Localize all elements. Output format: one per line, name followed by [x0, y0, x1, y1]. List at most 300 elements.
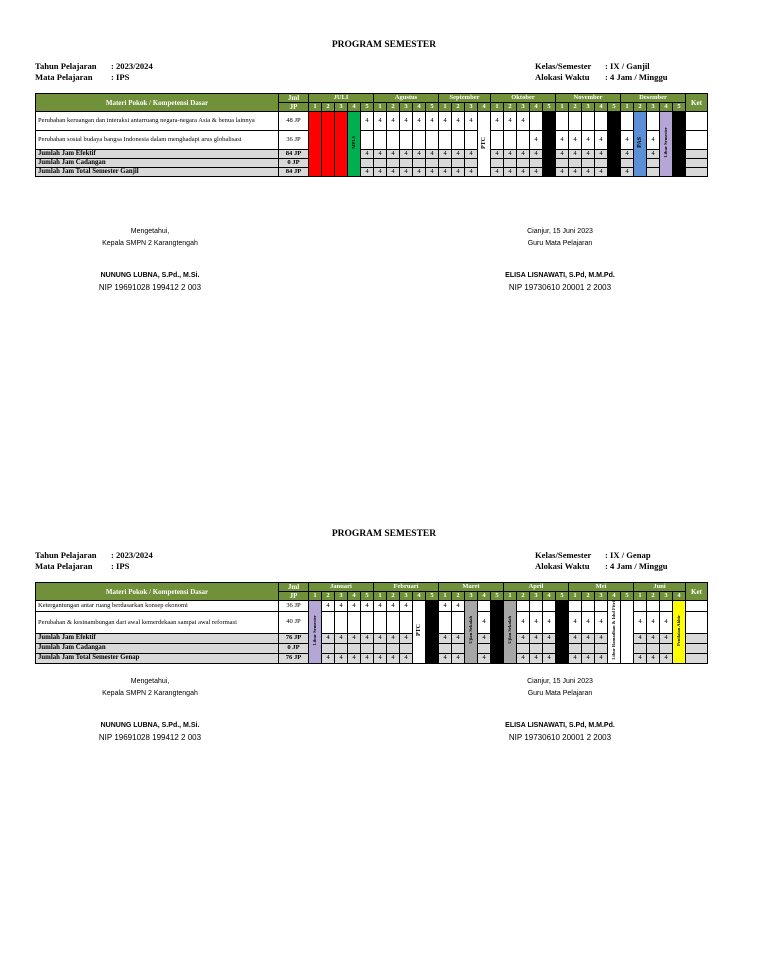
- hours-value: 4: [586, 150, 590, 157]
- week-cell: [387, 168, 400, 177]
- vertical-label: Ujian Sekolah: [468, 616, 473, 645]
- ket-cell: [686, 168, 708, 177]
- hours-value: 4: [456, 150, 460, 157]
- header-week: 1: [309, 103, 322, 112]
- hours-value: 4: [391, 117, 395, 124]
- vertical-label: PTC: [416, 624, 422, 637]
- header-week: 3: [530, 592, 543, 601]
- meta-left: [35, 61, 153, 83]
- hours-value: 4: [365, 634, 369, 642]
- header-week: 4: [478, 592, 491, 601]
- hours-value: 4: [625, 136, 629, 143]
- header-week: 3: [517, 103, 530, 112]
- week-cell: [400, 611, 413, 633]
- hours-value: 4: [482, 634, 486, 642]
- week-cell: [530, 633, 543, 643]
- hours-value: 4: [456, 117, 460, 124]
- hours-value: 4: [495, 150, 499, 157]
- header-week: 4: [595, 103, 608, 112]
- week-cell: [634, 653, 647, 663]
- sig-left-nip: NIP 19691028 199412 2 003: [98, 283, 202, 292]
- hours-value: 4: [339, 634, 343, 642]
- hours-value: 4: [599, 150, 603, 157]
- header-week: 1: [374, 592, 387, 601]
- week-cell: [543, 601, 556, 612]
- week-cell: [491, 150, 504, 159]
- hours-value: 4: [469, 168, 473, 175]
- week-cell: [387, 159, 400, 168]
- hours-value: 4: [404, 601, 408, 609]
- week-cell: [621, 112, 634, 131]
- week-cell: [595, 168, 608, 177]
- hours-value: 4: [365, 654, 369, 662]
- hours-value: 4: [651, 136, 655, 143]
- week-cell: [530, 168, 543, 177]
- week-cell: [647, 112, 660, 131]
- ket-cell: [686, 159, 708, 168]
- sum-jp: 76 JP: [279, 653, 309, 663]
- hours-value: 4: [638, 618, 642, 626]
- week-cell: [348, 601, 361, 612]
- week-cell: [517, 159, 530, 168]
- week-cell: [387, 643, 400, 653]
- week-cell: [387, 601, 400, 612]
- header-week: 2: [387, 103, 400, 112]
- hours-value: 4: [443, 150, 447, 157]
- week-cell: [400, 643, 413, 653]
- week-cell-blk: [426, 601, 439, 664]
- week-cell: [621, 150, 634, 159]
- ket-cell: [686, 601, 708, 612]
- header-week: 5: [491, 592, 504, 601]
- kelas-label: Kelas/Semester: [535, 550, 592, 560]
- week-cell-wht: [478, 112, 491, 177]
- signature-right: [470, 676, 650, 744]
- header-week: 4: [608, 592, 621, 601]
- header-week: 5: [543, 103, 556, 112]
- header-materi: Materi Pokok / Kompetensi Dasar: [36, 583, 279, 601]
- hours-value: 4: [573, 618, 577, 626]
- sum-label: Jumlah Jam Cadangan: [36, 643, 279, 653]
- week-cell: [595, 653, 608, 663]
- week-cell: [556, 168, 569, 177]
- week-cell: [452, 112, 465, 131]
- materi-text: Perubahan keruangan dan interaksi antarruang negara-negara Asia & benua lainnya: [36, 112, 279, 131]
- sig-left-name: NUNUNG LUBNA, S.Pd., M.Si.: [100, 272, 200, 279]
- week-cell: [647, 633, 660, 643]
- week-cell: [335, 611, 348, 633]
- sig-left-line1: Mengetahui,: [130, 678, 170, 685]
- hours-value: 4: [521, 168, 525, 175]
- header-jp: JP: [279, 103, 309, 112]
- table-row: [36, 611, 708, 633]
- week-cell: [478, 643, 491, 653]
- week-cell-red: [322, 112, 335, 177]
- alokasi-label: Alokasi Waktu: [535, 72, 590, 82]
- week-cell: [517, 653, 530, 663]
- week-cell: [543, 633, 556, 643]
- hours-value: 4: [352, 634, 356, 642]
- week-cell-wht: [413, 601, 426, 664]
- hours-value: 4: [521, 150, 525, 157]
- hours-value: 4: [625, 150, 629, 157]
- header-month: Desember: [621, 94, 686, 103]
- hours-value: 4: [664, 654, 668, 662]
- hours-value: 4: [586, 136, 590, 143]
- header-week: 5: [361, 103, 374, 112]
- week-cell: [400, 150, 413, 159]
- hours-value: 4: [378, 168, 382, 175]
- week-cell: [491, 168, 504, 177]
- materi-jp: 36 JP: [279, 601, 309, 612]
- header-week: 5: [608, 103, 621, 112]
- sum-label: Jumlah Jam Total Semester Ganjil: [36, 168, 279, 177]
- hours-value: 4: [456, 654, 460, 662]
- hours-value: 4: [378, 117, 382, 124]
- hours-value: 4: [443, 168, 447, 175]
- header-week: 1: [569, 592, 582, 601]
- header-week: 2: [322, 103, 335, 112]
- week-cell: [374, 131, 387, 150]
- hours-value: 4: [638, 634, 642, 642]
- week-cell-blu: [634, 112, 647, 177]
- header-week: 1: [634, 592, 647, 601]
- vertical-label: PAS: [637, 137, 643, 148]
- week-cell: [582, 643, 595, 653]
- header-week: 3: [660, 592, 673, 601]
- week-cell: [439, 131, 452, 150]
- ket-cell: [686, 611, 708, 633]
- header-week: 2: [569, 103, 582, 112]
- hours-value: 4: [326, 634, 330, 642]
- week-cell: [322, 611, 335, 633]
- header-week: 1: [374, 103, 387, 112]
- week-cell: [504, 112, 517, 131]
- ket-cell: [686, 633, 708, 643]
- ket-cell: [686, 131, 708, 150]
- header-jml: Jml: [279, 583, 309, 592]
- hours-value: 4: [599, 168, 603, 175]
- week-cell: [400, 168, 413, 177]
- hours-value: 4: [651, 654, 655, 662]
- signature-right: [470, 226, 650, 294]
- hours-value: 4: [378, 634, 382, 642]
- header-week: 4: [478, 103, 491, 112]
- week-cell: [634, 611, 647, 633]
- meta-right: [535, 61, 668, 83]
- week-cell: [491, 159, 504, 168]
- hours-value: 4: [430, 117, 434, 124]
- week-cell: [400, 601, 413, 612]
- week-cell: [478, 601, 491, 612]
- week-cell: [400, 159, 413, 168]
- hours-value: 4: [521, 618, 525, 626]
- week-cell: [556, 150, 569, 159]
- hours-value: 4: [352, 654, 356, 662]
- week-cell: [582, 131, 595, 150]
- week-cell-wht: [621, 601, 634, 664]
- week-cell: [595, 150, 608, 159]
- sum-label: Jumlah Jam Total Semester Genap: [36, 653, 279, 663]
- hours-value: 4: [391, 601, 395, 609]
- week-cell: [374, 159, 387, 168]
- header-week: 5: [426, 592, 439, 601]
- sig-right-name: ELISA LISNAWATI, S.Pd, M.M.Pd.: [505, 722, 615, 729]
- header-week: 5: [426, 103, 439, 112]
- week-cell: [452, 131, 465, 150]
- table-row: [36, 633, 708, 643]
- mapel-value: : IPS: [111, 72, 130, 82]
- hours-value: 4: [352, 601, 356, 609]
- hours-value: 4: [534, 136, 538, 143]
- signature-left: [60, 676, 240, 744]
- week-cell: [569, 601, 582, 612]
- week-cell: [335, 601, 348, 612]
- week-cell: [335, 643, 348, 653]
- vertical-label: Ujian Sekolah: [507, 616, 512, 645]
- week-cell: [582, 653, 595, 663]
- week-cell: [621, 168, 634, 177]
- week-cell: [543, 653, 556, 663]
- header-week: 1: [504, 592, 517, 601]
- mapel-label: Mata Pelajaran: [35, 561, 93, 571]
- week-cell: [361, 653, 374, 663]
- header-jp: JP: [279, 592, 309, 601]
- hours-value: 4: [599, 618, 603, 626]
- week-cell: [660, 643, 673, 653]
- week-cell: [569, 653, 582, 663]
- header-week: 3: [400, 592, 413, 601]
- header-week: 1: [439, 103, 452, 112]
- alokasi-value: : 4 Jam / Minggu: [605, 561, 668, 571]
- hours-value: 4: [417, 150, 421, 157]
- week-cell-red: [309, 112, 322, 177]
- header-materi: Materi Pokok / Kompetensi Dasar: [36, 94, 279, 112]
- week-cell: [400, 112, 413, 131]
- week-cell: [621, 159, 634, 168]
- header-week: 3: [647, 103, 660, 112]
- hours-value: 4: [495, 168, 499, 175]
- week-cell-ylw: [673, 601, 686, 664]
- week-cell: [660, 633, 673, 643]
- week-cell: [439, 150, 452, 159]
- page-title: PROGRAM SEMESTER: [331, 40, 437, 50]
- header-week: 1: [621, 103, 634, 112]
- week-cell: [387, 112, 400, 131]
- week-cell: [530, 131, 543, 150]
- page-title: PROGRAM SEMESTER: [331, 529, 437, 539]
- materi-jp: 36 JP: [279, 131, 309, 150]
- week-cell: [348, 653, 361, 663]
- hours-value: 4: [443, 654, 447, 662]
- week-cell: [647, 653, 660, 663]
- week-cell: [595, 601, 608, 612]
- week-cell: [595, 643, 608, 653]
- materi-text: Perubahan sosial budaya bangsa Indonesia dalam menghadapi arus globalisasi: [36, 131, 279, 150]
- week-cell: [465, 159, 478, 168]
- week-cell: [413, 150, 426, 159]
- week-cell-gry: [504, 601, 517, 664]
- week-cell: [647, 168, 660, 177]
- week-cell: [504, 168, 517, 177]
- header-week: 1: [439, 592, 452, 601]
- hours-value: 4: [365, 117, 369, 124]
- hours-value: 4: [404, 117, 408, 124]
- hours-value: 4: [534, 634, 538, 642]
- week-cell: [374, 112, 387, 131]
- hours-value: 4: [651, 150, 655, 157]
- table-row: [36, 601, 708, 612]
- header-week: 3: [582, 103, 595, 112]
- week-cell: [439, 653, 452, 663]
- week-cell: [374, 633, 387, 643]
- week-cell: [465, 168, 478, 177]
- week-cell: [439, 611, 452, 633]
- week-cell: [426, 150, 439, 159]
- hours-value: 4: [560, 136, 564, 143]
- hours-value: 4: [443, 601, 447, 609]
- week-cell: [361, 611, 374, 633]
- hours-value: 4: [365, 168, 369, 175]
- week-cell: [569, 150, 582, 159]
- week-cell: [530, 643, 543, 653]
- week-cell: [530, 653, 543, 663]
- header-week: 4: [543, 592, 556, 601]
- week-cell: [465, 131, 478, 150]
- hours-value: 4: [482, 654, 486, 662]
- hours-value: 4: [378, 150, 382, 157]
- header-month: Februari: [374, 583, 439, 592]
- header-month: Maret: [439, 583, 504, 592]
- hours-value: 4: [495, 117, 499, 124]
- week-cell: [361, 633, 374, 643]
- week-cell: [452, 633, 465, 643]
- week-cell: [660, 611, 673, 633]
- week-cell: [413, 168, 426, 177]
- week-cell: [478, 611, 491, 633]
- week-cell: [634, 643, 647, 653]
- header-week: 3: [335, 592, 348, 601]
- header-week: 4: [660, 103, 673, 112]
- table-row: [36, 168, 708, 177]
- week-cell: [621, 131, 634, 150]
- week-cell: [569, 159, 582, 168]
- header-week: 3: [335, 103, 348, 112]
- week-cell: [530, 611, 543, 633]
- week-cell: [504, 159, 517, 168]
- header-week: 1: [556, 103, 569, 112]
- week-cell: [634, 601, 647, 612]
- program-table-genap: [35, 582, 708, 664]
- hours-value: 4: [664, 634, 668, 642]
- week-cell-blk: [491, 601, 504, 664]
- week-cell: [374, 611, 387, 633]
- week-cell: [517, 112, 530, 131]
- hours-value: 4: [391, 150, 395, 157]
- week-cell: [361, 643, 374, 653]
- sum-label: Jumlah Jam Efektif: [36, 150, 279, 159]
- hours-value: 4: [599, 634, 603, 642]
- hours-value: 4: [456, 601, 460, 609]
- header-week: 1: [491, 103, 504, 112]
- hours-value: 4: [391, 168, 395, 175]
- header-week: 4: [348, 103, 361, 112]
- header-week: 2: [452, 592, 465, 601]
- week-cell: [595, 131, 608, 150]
- vertical-label: PTC: [481, 136, 487, 149]
- materi-jp: 48 JP: [279, 112, 309, 131]
- tahun-value: : 2023/2024: [111, 61, 153, 71]
- header-week: 2: [387, 592, 400, 601]
- week-cell-blk: [608, 112, 621, 177]
- hours-value: 4: [586, 168, 590, 175]
- kelas-value: : IX / Genap: [605, 550, 651, 560]
- week-cell: [595, 611, 608, 633]
- sig-left-line2: Kepala SMPN 2 Karangtengah: [102, 240, 198, 247]
- hours-value: 4: [456, 634, 460, 642]
- week-cell: [439, 601, 452, 612]
- week-cell: [647, 131, 660, 150]
- table-row: [36, 653, 708, 663]
- week-cell: [543, 611, 556, 633]
- week-cell: [426, 112, 439, 131]
- week-cell: [556, 112, 569, 131]
- week-cell: [504, 131, 517, 150]
- header-month: Mei: [569, 583, 634, 592]
- week-cell: [335, 653, 348, 663]
- week-cell-blk: [543, 112, 556, 177]
- week-cell: [452, 601, 465, 612]
- week-cell-red: [335, 112, 348, 177]
- vertical-label: MPLS: [351, 136, 356, 149]
- vertical-label: Libur Ramadhan & Idul Fitri: [611, 601, 616, 660]
- hours-value: 4: [404, 634, 408, 642]
- week-cell: [569, 633, 582, 643]
- alokasi-label: Alokasi Waktu: [535, 561, 590, 571]
- hours-value: 4: [508, 168, 512, 175]
- week-cell: [517, 150, 530, 159]
- hours-value: 4: [508, 117, 512, 124]
- week-cell: [335, 633, 348, 643]
- hours-value: 4: [521, 654, 525, 662]
- week-cell: [439, 168, 452, 177]
- week-cell: [387, 633, 400, 643]
- header-week: 3: [595, 592, 608, 601]
- week-cell: [569, 112, 582, 131]
- week-cell: [465, 150, 478, 159]
- mapel-label: Mata Pelajaran: [35, 72, 93, 82]
- week-cell: [387, 653, 400, 663]
- week-cell: [582, 159, 595, 168]
- hours-value: 4: [573, 654, 577, 662]
- week-cell: [361, 131, 374, 150]
- week-cell: [361, 159, 374, 168]
- header-week: 4: [348, 592, 361, 601]
- week-cell: [374, 168, 387, 177]
- header-month: November: [556, 94, 621, 103]
- week-cell: [569, 643, 582, 653]
- week-cell: [374, 643, 387, 653]
- header-week: 2: [634, 103, 647, 112]
- sig-right-line1: Cianjur, 15 Juni 2023: [527, 678, 593, 685]
- hours-value: 4: [651, 618, 655, 626]
- sig-left-name: NUNUNG LUBNA, S.Pd., M.Si.: [100, 722, 200, 729]
- hours-value: 4: [547, 618, 551, 626]
- header-week: 4: [673, 592, 686, 601]
- sum-jp: 0 JP: [279, 643, 309, 653]
- week-cell: [387, 131, 400, 150]
- alokasi-value: : 4 Jam / Minggu: [605, 72, 668, 82]
